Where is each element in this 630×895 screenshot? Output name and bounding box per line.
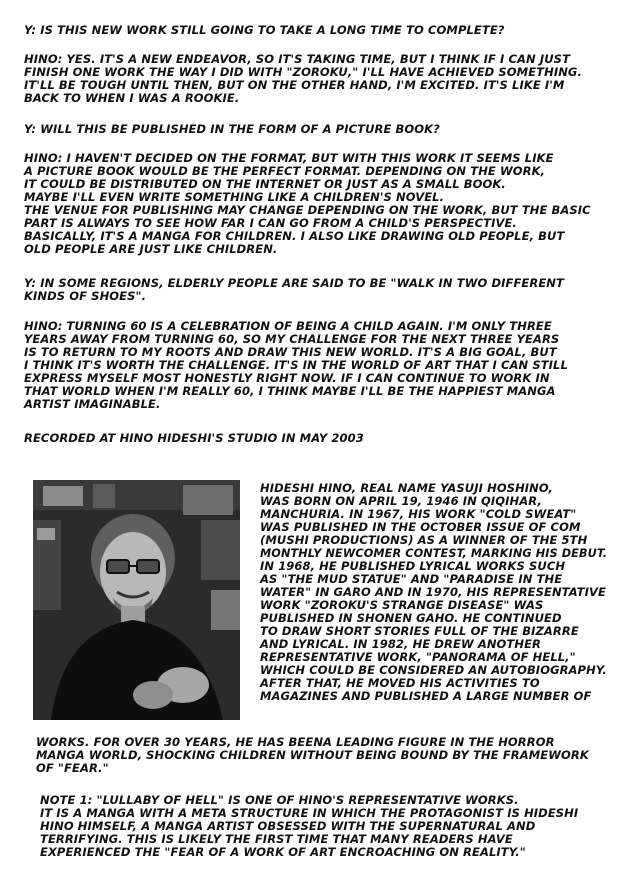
bio-line: WATER" IN GARO AND IN 1970, HIS REPRESENTATIVE	[260, 585, 606, 599]
answer-line: HINO: TURNING 60 IS A CELEBRATION OF BEING A CHILD AGAIN. I'M ONLY THREE	[24, 319, 552, 333]
answer-line: BACK TO WHEN I WAS A ROOKIE.	[24, 91, 240, 105]
bio-line: WHICH COULD BE CONSIDERED AN AUTOBIOGRAPHY.	[260, 663, 607, 677]
author-photo	[33, 480, 240, 720]
footnote-line: TERRIFYING. THIS IS LIKELY THE FIRST TIME THAT MANY READERS HAVE	[40, 832, 513, 846]
answer-line: IS TO RETURN TO MY ROOTS AND DRAW THIS NEW WORLD. IT'S A BIG GOAL, BUT	[24, 345, 557, 359]
bio-line: REPRESENTATIVE WORK, "PANORAMA OF HELL,"	[260, 650, 576, 664]
bio-line: AS "THE MUD STATUE" AND "PARADISE IN THE	[260, 572, 563, 586]
answer-line: I THINK IT'S WORTH THE CHALLENGE. IT'S IN THE WORLD OF ART THAT I CAN STILL	[24, 358, 568, 372]
answer-line: BASICALLY, IT'S A MANGA FOR CHILDREN. I ALSO LIKE DRAWING OLD PEOPLE, BUT	[24, 229, 565, 243]
answer-line: OLD PEOPLE ARE JUST LIKE CHILDREN.	[24, 242, 278, 256]
bio-line: (MUSHI PRODUCTIONS) AS A WINNER OF THE 5TH	[260, 533, 588, 547]
bio-line: MANGA WORLD, SHOCKING CHILDREN WITHOUT BEING BOUND BY THE FRAMEWORK	[36, 748, 589, 762]
answer-line: FINISH ONE WORK THE WAY I DID WITH "ZOROKU," I'LL HAVE ACHIEVED SOMETHING.	[24, 65, 582, 79]
footnote-line: HINO HIMSELF, A MANGA ARTIST OBSESSED WITH THE SUPERNATURAL AND	[40, 819, 536, 833]
bio-line: WORK "ZOROKU'S STRANGE DISEASE" WAS	[260, 598, 544, 612]
question-line: Y: IS THIS NEW WORK STILL GOING TO TAKE A LONG TIME TO COMPLETE?	[24, 23, 505, 37]
bio-line: OF "FEAR."	[36, 761, 109, 775]
bio-line: AND LYRICAL. IN 1982, HE DREW ANOTHER	[260, 637, 542, 651]
footnote-line: NOTE 1: "LULLABY OF HELL" IS ONE OF HINO'S REPRESENTATIVE WORKS.	[40, 793, 519, 807]
answer-line: EXPRESS MYSELF MOST HONESTLY RIGHT NOW. IF I CAN CONTINUE TO WORK IN	[24, 371, 550, 385]
answer-line: MAYBE I'LL EVEN WRITE SOMETHING LIKE A CHILDREN'S NOVEL.	[24, 190, 445, 204]
answer-line: IT COULD BE DISTRIBUTED ON THE INTERNET OR JUST AS A SMALL BOOK.	[24, 177, 506, 191]
bio-line: WAS BORN ON APRIL 19, 1946 IN QIQIHAR,	[260, 494, 542, 508]
answer-line: ARTIST IMAGINABLE.	[24, 397, 161, 411]
bio-line: IN 1968, HE PUBLISHED LYRICAL WORKS SUCH	[260, 559, 566, 573]
bio-line: TO DRAW SHORT STORIES FULL OF THE BIZARRE	[260, 624, 579, 638]
answer-line: HINO: I HAVEN'T DECIDED ON THE FORMAT, BUT WITH THIS WORK IT SEEMS LIKE	[24, 151, 554, 165]
answer-line: PART IS ALWAYS TO SEE HOW FAR I CAN GO FROM A CHILD'S PERSPECTIVE.	[24, 216, 517, 230]
bio-line: AFTER THAT, HE MOVED HIS ACTIVITIES TO	[260, 676, 540, 690]
bio-line: WORKS. FOR OVER 30 YEARS, HE HAS BEENA LEADING FIGURE IN THE HORROR	[36, 735, 555, 749]
answer-line: A PICTURE BOOK WOULD BE THE PERFECT FORMAT. DEPENDING ON THE WORK,	[24, 164, 546, 178]
answer-line: THE VENUE FOR PUBLISHING MAY CHANGE DEPENDING ON THE WORK, BUT THE BASIC	[24, 203, 591, 217]
footnote-line: IT IS A MANGA WITH A META STRUCTURE IN WHICH THE PROTAGONIST IS HIDESHI	[40, 806, 579, 820]
bio-line: MONTHLY NEWCOMER CONTEST, MARKING HIS DEBUT.	[260, 547, 608, 560]
bio-line: PUBLISHED IN SHONEN GAHO. HE CONTINUED	[260, 611, 562, 625]
question-line: Y: WILL THIS BE PUBLISHED IN THE FORM OF A PICTURE BOOK?	[24, 122, 440, 136]
answer-line: IT'LL BE TOUGH UNTIL THEN, BUT ON THE OTHER HAND, I'M EXCITED. IT'S LIKE I'M	[24, 78, 565, 92]
footnote-line: EXPERIENCED THE "FEAR OF A WORK OF ART ENCROACHING ON REALITY."	[40, 845, 526, 859]
bio-line: MAGAZINES AND PUBLISHED A LARGE NUMBER OF	[260, 689, 592, 703]
bio-line: MANCHURIA. IN 1967, HIS WORK "COLD SWEAT"	[260, 507, 577, 521]
question-line: Y: IN SOME REGIONS, ELDERLY PEOPLE ARE SAID TO BE "WALK IN TWO DIFFERENT	[24, 276, 564, 290]
bio-line: HIDESHI HINO, REAL NAME YASUJI HOSHINO,	[260, 481, 553, 495]
bio-line: WAS PUBLISHED IN THE OCTOBER ISSUE OF COM	[260, 520, 581, 534]
answer-line: THAT WORLD WHEN I'M REALLY 60, I THINK MAYBE I'LL BE THE HAPPIEST MANGA	[24, 384, 556, 398]
answer-line: YEARS AWAY FROM TURNING 60, SO MY CHALLENGE FOR THE NEXT THREE YEARS	[24, 332, 560, 346]
author-portrait-image	[33, 480, 240, 720]
answer-line: HINO: YES. IT'S A NEW ENDEAVOR, SO IT'S TAKING TIME, BUT I THINK IF I CAN JUST	[24, 52, 571, 66]
recorded-credit: RECORDED AT HINO HIDESHI'S STUDIO IN MAY 2003	[24, 431, 364, 445]
question-line: KINDS OF SHOES".	[24, 289, 147, 303]
